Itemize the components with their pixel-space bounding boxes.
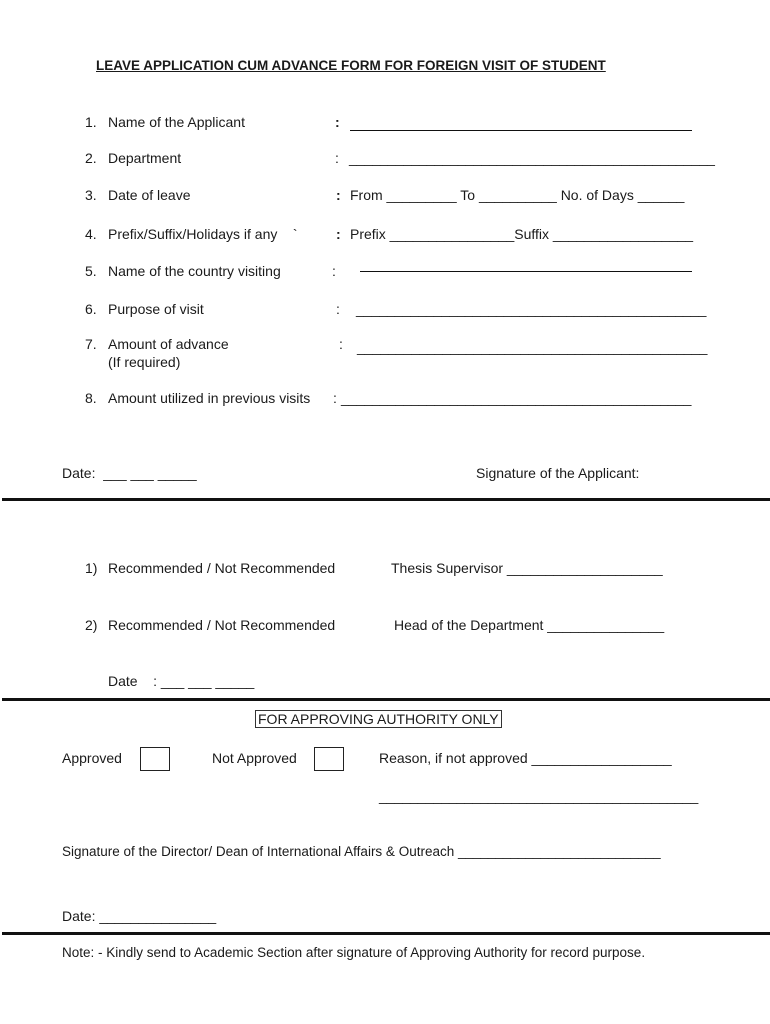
item-colon: :	[332, 263, 336, 279]
footer-note: Note: - Kindly send to Academic Section after signature of Approving Authority for record purpose.	[62, 945, 646, 960]
recommend-text: Recommended / Not Recommended	[108, 560, 336, 576]
item-number: 5.	[85, 263, 97, 279]
applicant-date[interactable]: Date: ___ ___ _____	[62, 465, 197, 481]
item-number: 1.	[85, 114, 97, 130]
item-colon: :	[336, 226, 341, 242]
recommend-date[interactable]: Date : ___ ___ _____	[108, 673, 255, 689]
country-line[interactable]	[360, 271, 692, 272]
reason-line-2[interactable]: _________________________________________	[379, 788, 699, 804]
recommend-number: 2)	[85, 617, 98, 633]
purpose-blank[interactable]: _____________________________________________	[356, 301, 707, 317]
section-divider	[2, 932, 770, 935]
item-label: Amount utilized in previous visits	[108, 390, 311, 406]
item-label: Amount of advance	[108, 336, 229, 352]
item-label: Date of leave	[108, 187, 191, 203]
not-approved-label: Not Approved	[212, 750, 297, 766]
recommend-number: 1)	[85, 560, 98, 576]
hod-signature[interactable]: Head of the Department _______________	[394, 617, 665, 633]
item-label: Purpose of visit	[108, 301, 204, 317]
item-label: Prefix/Suffix/Holidays if any `	[108, 226, 298, 242]
item-sublabel: (If required)	[108, 354, 181, 370]
item-label: Name of the country visiting	[108, 263, 281, 279]
item-number: 8.	[85, 390, 97, 406]
date-of-leave-blank[interactable]: From _________ To __________ No. of Days ______	[350, 187, 685, 203]
item-label: Department	[108, 150, 182, 166]
approving-authority-header: FOR APPROVING AUTHORITY ONLY	[255, 710, 502, 728]
item-number: 2.	[85, 150, 97, 166]
applicant-name-line[interactable]	[350, 130, 692, 131]
approved-checkbox[interactable]	[140, 747, 170, 771]
form-title: LEAVE APPLICATION CUM ADVANCE FORM FOR FOREIGN VISIT OF STUDENT	[96, 58, 606, 73]
approved-label: Approved	[62, 750, 122, 766]
item-colon: :	[335, 114, 340, 130]
advance-blank[interactable]: _____________________________________________	[357, 339, 708, 355]
item-number: 3.	[85, 187, 97, 203]
item-colon: :	[335, 150, 339, 166]
item-colon: :	[339, 336, 343, 352]
item-number: 7.	[85, 336, 97, 352]
director-signature[interactable]: Signature of the Director/ Dean of International Affairs & Outreach ___________________________	[62, 844, 661, 859]
prefix-suffix-blank[interactable]: Prefix ________________Suffix __________________	[350, 226, 694, 242]
item-number: 6.	[85, 301, 97, 317]
item-colon: :	[333, 390, 337, 406]
not-approved-checkbox[interactable]	[314, 747, 344, 771]
previous-visits-blank[interactable]: _____________________________________________	[341, 390, 692, 406]
applicant-signature-label: Signature of the Applicant:	[476, 465, 640, 481]
section-divider	[2, 498, 770, 501]
item-number: 4.	[85, 226, 97, 242]
item-colon: :	[336, 301, 340, 317]
department-blank[interactable]: _______________________________________________	[349, 150, 715, 166]
item-colon: :	[336, 187, 341, 203]
item-label: Name of the Applicant	[108, 114, 245, 130]
thesis-supervisor-signature[interactable]: Thesis Supervisor ____________________	[391, 560, 663, 576]
final-date[interactable]: Date: _______________	[62, 908, 217, 924]
recommend-text: Recommended / Not Recommended	[108, 617, 336, 633]
section-divider	[2, 698, 770, 701]
reason-field[interactable]: Reason, if not approved __________________	[379, 750, 672, 766]
